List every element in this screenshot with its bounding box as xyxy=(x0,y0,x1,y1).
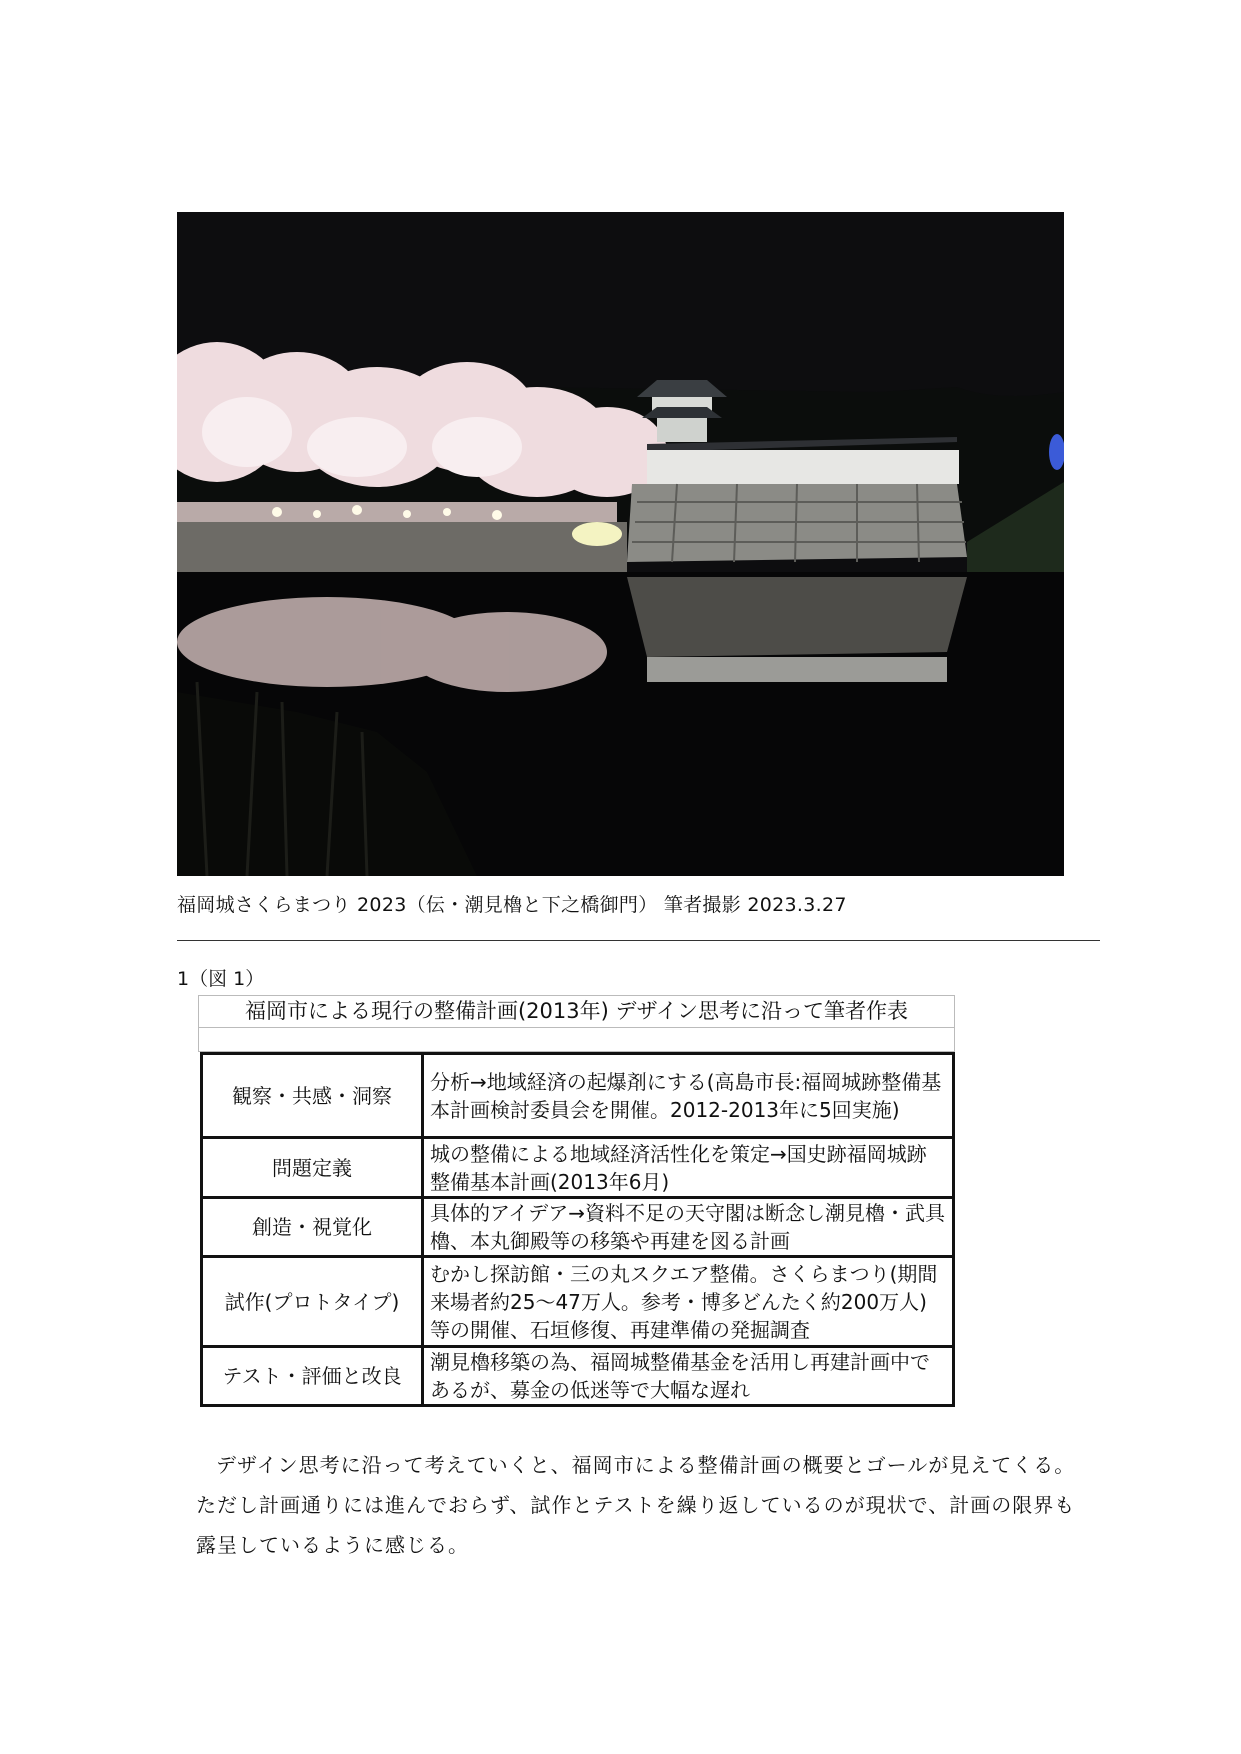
table-row xyxy=(202,1138,954,1198)
desc-cell: 潮見櫓移築の為、福岡城整備基金を活用し再建計画中であるが、募金の低迷等で大幅な遅れ xyxy=(423,1347,954,1406)
desc-cell: 具体的アイデア→資料不足の天守閣は断念し潮見櫓・武具櫓、本丸御殿等の移築や再建を図る計画 xyxy=(423,1198,954,1257)
stage-cell: 試作(プロトタイプ) xyxy=(202,1257,423,1347)
desc-cell: むかし探訪館・三の丸スクエア整備。さくらまつり(期間来場者約25～47万人。参考・博多どんたく約200万人)等の開催、石垣修復、再建準備の発掘調査 xyxy=(423,1257,954,1347)
stage-cell: テスト・評価と改良 xyxy=(202,1347,423,1406)
stage-cell: 問題定義 xyxy=(202,1138,423,1198)
figure-label: 1（図 1） xyxy=(177,968,265,990)
stage-cell: 観察・共感・洞察 xyxy=(202,1054,423,1138)
body-paragraph-block xyxy=(196,1445,1076,1565)
desc-cell: 分析→地域経済の起爆剤にする(高島市長:福岡城跡整備基本計画検討委員会を開催。2012-2013年に5回実施) xyxy=(423,1054,954,1138)
table-row xyxy=(202,1347,954,1406)
table-row xyxy=(202,1198,954,1257)
photo-fukuoka-castle-night xyxy=(177,212,1064,876)
table-blank-row xyxy=(198,1028,955,1052)
table-row xyxy=(202,1054,954,1138)
horizontal-rule xyxy=(177,940,1100,941)
table-row xyxy=(202,1257,954,1347)
photo-caption: 福岡城さくらまつり 2023（伝・潮見櫓と下之橋御門） 筆者撮影 2023.3.27 xyxy=(177,894,847,916)
castle-night-photo xyxy=(177,212,1064,876)
stage-cell: 創造・視覚化 xyxy=(202,1198,423,1257)
design-thinking-table xyxy=(200,1052,955,1407)
body-paragraph: デザイン思考に沿って考えていくと、福岡市による整備計画の概要とゴールが見えてくる。ただし計画通りには進んでおらず、試作とテストを繰り返しているのが現状で、計画の限界も露呈しているように感じる。 xyxy=(196,1453,1076,1557)
desc-cell: 城の整備による地域経済活性化を策定→国史跡福岡城跡整備基本計画(2013年6月) xyxy=(423,1138,954,1198)
table-title: 福岡市による現行の整備計画(2013年) デザイン思考に沿って筆者作表 xyxy=(198,995,955,1028)
